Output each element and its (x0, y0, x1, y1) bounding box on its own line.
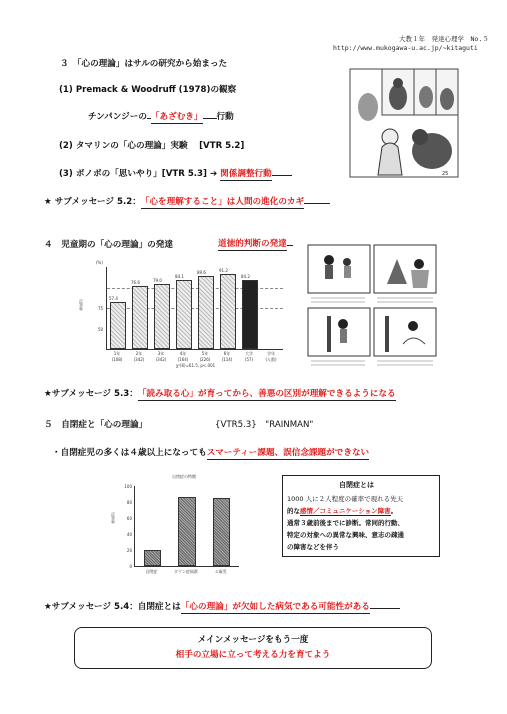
section4-answer (218, 238, 293, 251)
autism-box-line3: 通常３歳前後までに診断。常同的行動、 (287, 519, 404, 527)
chart1-x-tick-label: 4年 (164) (177, 351, 189, 362)
sub52-prefix: ★ サブメッセージ 5.2： (44, 197, 141, 207)
sub54-prefix: ★サブメッセージ 5.4：自閉症とは (44, 602, 181, 612)
chart1-value-label: 89.6 (197, 269, 206, 275)
main-message-box (74, 627, 432, 669)
chart1-note: χ²(6)=61.5, p<.001 (176, 363, 216, 368)
bullet-answer: スマーティー課題、誤信念課題ができない (206, 448, 370, 458)
chart1-ref-50: 50 (98, 327, 104, 332)
sub54-answer: 「心の理論」が欠如した病気である可能性がある (180, 602, 370, 612)
chart2-x-tick-label: 自閉症 (145, 569, 158, 574)
autism-chart (112, 470, 242, 582)
moral-judgment-chart (76, 259, 288, 371)
item3-prefix: (3) ボノボの「思いやり」[VTR 5.3] ➔ (59, 169, 218, 179)
chart2-bar (178, 497, 195, 566)
section3-item2: (2) タマリンの「心の理論」実験 [VTR 5.2] (59, 141, 245, 151)
sub53-prefix: ★サブメッセージ 5.3： (44, 389, 138, 399)
chart1-ytick-top: (%) (96, 260, 103, 265)
chart2-bar (213, 498, 230, 566)
chart1-plot-area (106, 267, 283, 350)
section5-vtr: {VTR5.3} "RAINMAN" (215, 420, 314, 430)
chart1-bar (132, 286, 148, 349)
header-course: 大教１年 発達心理学 No.５ (399, 35, 489, 43)
chart1-ylabel: 正答率 (79, 299, 84, 311)
chart1-value-label: 84.2 (241, 273, 250, 279)
chart1-value-label: 91.2 (219, 268, 228, 274)
submessage-5-4 (44, 600, 400, 614)
chart2-plot-area (134, 486, 239, 567)
chart2-y-tick-label: 0 (129, 564, 132, 569)
chart1-bar (176, 280, 192, 349)
chimp-answer: 「あざむき」 (150, 112, 203, 122)
chart2-y-tick-label: 20 (126, 548, 132, 553)
chart2-y-ticks (118, 484, 132, 568)
chart1-bar (198, 276, 214, 349)
chart2-y-tick-label: 100 (124, 484, 132, 489)
chart1-x-tick-label: 1年 (108) (111, 351, 123, 362)
autism-box-line4: 特定の対象への異常な興味、意志の疎通 (287, 531, 404, 539)
section3-title: ３ 「心の理論」はサルの研究から始まった (60, 59, 228, 69)
sub53-answer: 「読み取る心」が育ってから、善悪の区別が理解できるようになる (137, 389, 396, 399)
chart1-value-label: 76.6 (131, 280, 140, 286)
chart1-x-tick-label: 3年 (342) (155, 351, 167, 362)
section3-chimp-line (88, 110, 234, 124)
section5-bullet (52, 446, 369, 460)
autism-box-line5: の障害などを伴う (287, 543, 339, 551)
autism-definition-box (282, 475, 440, 557)
section3-item1: (1) Premack & Woodruff (1978)の観察 (59, 85, 237, 95)
chart1-bar (154, 284, 170, 349)
submessage-5-3 (44, 387, 396, 401)
chart2-x-axis-labels (134, 569, 238, 579)
chart1-x-tick-label: 大学 (57) (244, 351, 254, 362)
section4-title: ４ 児童期の「心の理論」の発達 (44, 240, 173, 250)
section5-title: ５ 自閉症と「心の理論」 (44, 420, 148, 430)
section4-answer-text: 道徳的判断の発達 (218, 239, 287, 249)
chart2-x-tick-label: ４歳児 (214, 569, 227, 574)
chart1-bar (242, 280, 258, 349)
chart2-y-tick-label: 80 (126, 500, 132, 505)
chimp-prefix: チンパンジーの (88, 112, 147, 122)
chart2-title: 自閉症の特徴 (172, 474, 196, 479)
chart1-bar (110, 302, 126, 349)
chart1-value-label: 84.1 (175, 274, 184, 280)
chart2-bar (144, 550, 161, 566)
bullet-prefix: ・自閉症児の多くは４歳以上になっても (52, 448, 207, 458)
chart1-value-label: 57.4 (109, 295, 118, 301)
illustration-page-number: 25 (442, 171, 449, 177)
autism-box-line2 (287, 506, 397, 516)
chart2-y-tick-label: 40 (126, 532, 132, 537)
autism-line2-suffix: 。 (390, 507, 398, 515)
chimp-experiment-illustration (330, 67, 460, 181)
autism-box-line1: 1000 人に２人程度の確率で現れる先天 (287, 495, 404, 503)
autism-line2-prefix: 的な (287, 507, 300, 515)
chart1-x-tick-label: 学年 (人数) (265, 351, 277, 362)
chimp-suffix: 行動 (216, 112, 234, 122)
sub52-answer: 「心を理解すること」は人間の進化のカギ (140, 197, 305, 207)
chart1-ref-75: 75 (98, 306, 104, 311)
item3-answer: 関係調整行動 (220, 169, 272, 179)
chart2-ylabel: 正答率 (111, 512, 116, 524)
chart1-x-tick-label: 5年 (226) (199, 351, 211, 362)
chart2-x-tick-label: ダウン症候群 (173, 569, 198, 574)
main-message-answer: 相手の立場に立って考える力を育てよう (175, 650, 331, 660)
chart1-x-axis-labels (106, 351, 282, 363)
header-url[interactable]: http://www.mukogawa-u.ac.jp/~kitaguti (333, 44, 478, 52)
chart1-x-tick-label: 2年 (342) (133, 351, 145, 362)
chart1-bar (220, 274, 236, 349)
main-message-title: メインメッセージをもう一度 (197, 635, 309, 645)
chart1-value-label: 79.0 (153, 278, 162, 284)
chart2-y-tick-label: 60 (126, 516, 132, 521)
moral-judgment-cartoon (307, 244, 437, 376)
autism-line2-highlight: 感情／コミュニケーション障害 (300, 507, 391, 515)
section3-item3 (59, 167, 292, 181)
autism-box-title: 自閉症とは (339, 481, 374, 489)
chart1-x-tick-label: 6年 (114) (221, 351, 233, 362)
submessage-5-2 (44, 195, 330, 209)
